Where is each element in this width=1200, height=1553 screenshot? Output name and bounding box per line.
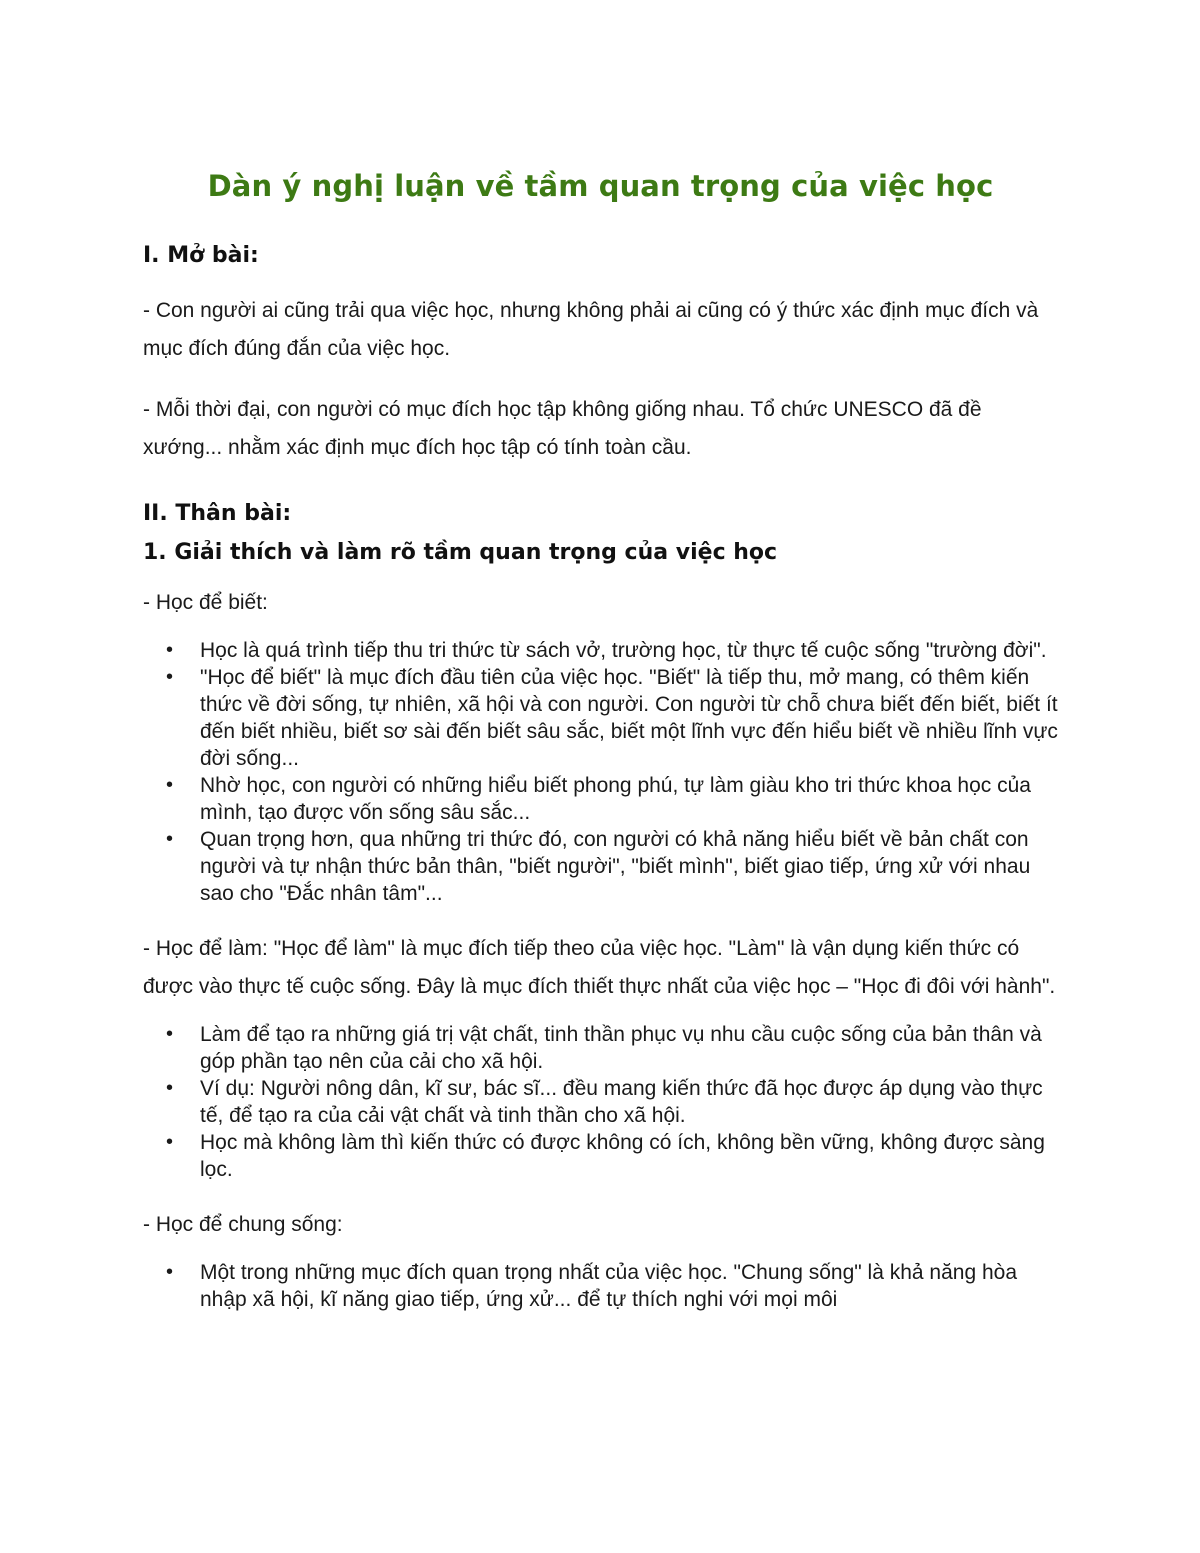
section-heading-mo-bai: I. Mở bài: [143, 243, 259, 268]
list-item-text: Nhờ học, con người có những hiểu biết phong phú, tự làm giàu kho tri thức khoa học của mình, tạo được vốn sống sâu sắc... [200, 774, 1031, 824]
lead-hoc-de-lam: - Học để làm: "Học để làm" là mục đích tiếp theo của việc học. "Làm" là vận dụng kiến thức có được vào thực tế cuộc sống. Đây là mục đích thiết thực nhất của việc học – "Học đi đôi với hành". [143, 937, 1056, 998]
paragraph: - Mỗi thời đại, con người có mục đích học tập không giống nhau. Tổ chức UNESCO đã đề xướng... nhằm xác định mục đích học tập có tính toàn cầu. [143, 398, 982, 459]
list-item [143, 664, 1058, 772]
paragraph: - Con người ai cũng trải qua việc học, nhưng không phải ai cũng có ý thức xác định mục đích và mục đích đúng đắn của việc học. [143, 299, 1039, 360]
bullet-icon: • [166, 1131, 174, 1153]
bullet-list-hoc-de-chung-song [143, 1259, 1058, 1313]
bullet-icon: • [166, 1077, 174, 1099]
list-item [143, 826, 1058, 907]
list-item [143, 1129, 1058, 1183]
bullet-icon: • [166, 639, 174, 661]
list-item-text: Ví dụ: Người nông dân, kĩ sư, bác sĩ... đều mang kiến thức đã học được áp dụng vào thực tế, để tạo ra của cải vật chất và tinh thần cho xã hội. [200, 1077, 1043, 1127]
list-item-text: Học là quá trình tiếp thu tri thức từ sách vở, trường học, từ thực tế cuộc sống "trường đời". [200, 639, 1047, 662]
list-item [143, 772, 1058, 826]
list-item [143, 1075, 1058, 1129]
bullet-list-hoc-de-biet [143, 637, 1058, 907]
list-item [143, 1259, 1058, 1313]
list-item-text: "Học để biết" là mục đích đầu tiên của việc học. "Biết" là tiếp thu, mở mang, có thêm kiến thức về đời sống, tự nhiên, xã hội và con người. Con người từ chỗ chưa biết đến biết, biết ít đến biết nhiều, biết sơ sài đến biết sâu sắc, biết một lĩnh vực đến hiểu biết về nhiều lĩnh vực đời sống... [200, 666, 1058, 770]
bullet-icon: • [166, 828, 174, 850]
document-page [143, 160, 1058, 1313]
list-item [143, 1021, 1058, 1075]
list-item-text: Quan trọng hơn, qua những tri thức đó, con người có khả năng hiểu biết về bản chất con người và tự nhận thức bản thân, "biết người", "biết mình", biết giao tiếp, ứng xử với nhau sao cho "Đắc nhân tâm"... [200, 828, 1031, 905]
bullet-icon: • [166, 774, 174, 796]
list-item-text: Một trong những mục đích quan trọng nhất của việc học. "Chung sống" là khả năng hòa nhập xã hội, kĩ năng giao tiếp, ứng xử... để tự thích nghi với mọi môi [200, 1261, 1018, 1311]
bullet-icon: • [166, 1023, 174, 1045]
subheading-giai-thich: 1. Giải thích và làm rõ tầm quan trọng của việc học [143, 540, 778, 565]
list-item-text: Làm để tạo ra những giá trị vật chất, tinh thần phục vụ nhu cầu cuộc sống của bản thân và góp phần tạo nên của cải cho xã hội. [200, 1023, 1042, 1073]
document-title: Dàn ý nghị luận về tầm quan trọng của việc học [207, 169, 994, 203]
bullet-icon: • [166, 1261, 174, 1283]
lead-hoc-de-biet: - Học để biết: [143, 591, 268, 614]
list-item [143, 637, 1058, 664]
bullet-icon: • [166, 666, 174, 688]
list-item-text: Học mà không làm thì kiến thức có được không có ích, không bền vững, không được sàng lọc. [200, 1131, 1045, 1181]
lead-hoc-de-chung-song: - Học để chung sống: [143, 1213, 343, 1236]
bullet-list-hoc-de-lam [143, 1021, 1058, 1183]
section-heading-than-bai: II. Thân bài: [143, 501, 292, 526]
